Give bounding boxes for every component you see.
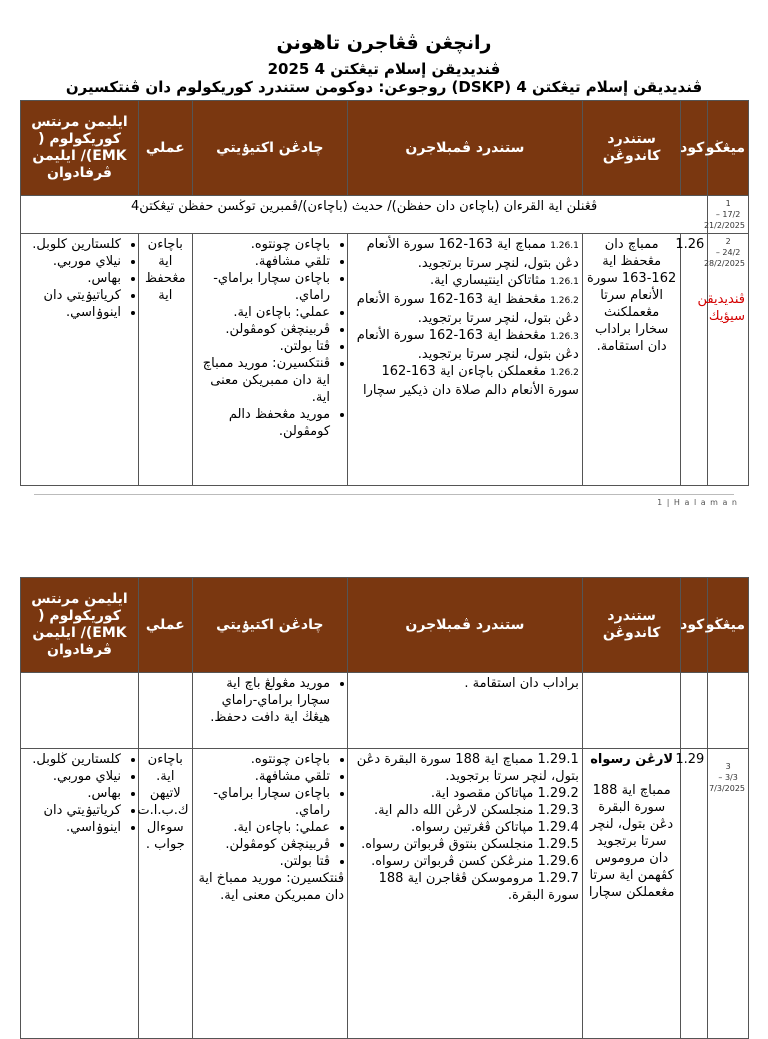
learning-item [351, 819, 579, 836]
learning-text: مڠحفظ اية 163-162 سورة الأنعام دڠن بتول، لنچر سرتا برتجويد. [356, 328, 579, 362]
activity-cell [192, 673, 347, 749]
header-content-standard: ستندرد كاندوڠن [582, 101, 681, 196]
emk-item: • كرياتيۏيتي دان [24, 287, 121, 304]
activity-item: • تلقي مشافهة. [196, 768, 330, 785]
emk-item: • بهاس. [24, 270, 121, 287]
learning-number: 1.29.6 [537, 854, 579, 869]
content-text: ممباچ اية 188 سورة البقرة دڠن بتول، لنچر سرتا برتجويد دان مروموس كڤهمن اية سرتا مڠعملكن سچارا [588, 783, 675, 900]
learning-standard-cell: براداب دان استقامة . [348, 673, 583, 749]
activity-item: • تلقي مشافهة. [196, 253, 330, 270]
learning-number: 1.29.1 [537, 752, 579, 767]
header-content-standard: ستندرد كاندوڠن [582, 578, 681, 673]
learning-item [351, 870, 579, 904]
learning-text: مثاتاكن اينتيساري اية. [429, 273, 547, 288]
learning-text: منجلسكن لارڠن الله دالم اية. [374, 803, 534, 818]
learning-text: مپاتاكن ڤڠرتين رسواه. [411, 820, 534, 835]
header-assessment: عملي [139, 101, 193, 196]
activity-cell [192, 749, 347, 1039]
week-number: 3 [725, 762, 731, 771]
header-learning-standard: ستندرد ڤمبلاجرن [348, 101, 583, 196]
emk-item: • اينوۏاسي. [24, 819, 121, 836]
emk-cell [21, 749, 139, 1039]
code-cell: 1.29 [681, 749, 708, 1039]
learning-number: 1.29.2 [537, 786, 579, 801]
learning-item [351, 272, 579, 291]
header-activity: چادڠن اكتيۏيتي [192, 101, 347, 196]
header-code: كود [681, 578, 708, 673]
learning-number: 1.26.2 [550, 368, 579, 378]
learning-text: مڠعملكن باچاءن اية 163-162 سورة الأنعام دالم صلاة دان ذيكير سچارا [363, 364, 579, 398]
learning-standard-cell [348, 749, 583, 1039]
holiday-label: ڤنديديقن سيؤيك [697, 292, 745, 324]
activity-item: • موريد مڠحفظ دالم كومڤولن. [196, 406, 330, 440]
emk-item: • نيلاي موربي. [24, 253, 121, 270]
week-cell [703, 196, 749, 234]
table-header-row [21, 101, 749, 196]
emk-item: • كلستارين ڬلوبل. [24, 751, 121, 768]
table-row [21, 749, 749, 1039]
activity-item: • ڤنتكسيرن: موريد ممباچ اية دان ممبريكن معنى اية. [196, 355, 330, 406]
learning-item [351, 236, 579, 272]
learning-item [351, 853, 579, 870]
activity-item: • باچاءن چونتوه. [196, 751, 330, 768]
learning-number: 1.26.1 [550, 277, 579, 287]
header-emk: ايليمن مرنتس كوريكولوم ( EMK)/ ايليمن ڤرفادوان [21, 101, 139, 196]
content-standard-cell: ممباچ دان مڠحفظ اية 162-163 سورة الأنعام سرتا مڠعملكنث سخارا براداب دان استقامة. [582, 234, 681, 486]
week-number: 2 [725, 237, 731, 246]
assessment-cell: باچاءن اية. لاتيهن ك.ب.ا.ت سوءال جواب . [139, 749, 193, 1039]
learning-standard-cell [348, 234, 583, 486]
emk-item: • بهاس. [24, 785, 121, 802]
learning-text: منرڠكن كسن ڤربواتن رسواه. [371, 854, 534, 869]
activity-item: • عملي: باچاءن اية. [196, 819, 330, 836]
learning-item [351, 751, 579, 785]
activity-item: • ڤتا بولتن. [196, 338, 330, 355]
activity-item: • باچاءن سچارا براماي-راماي. [196, 785, 330, 819]
emk-item: • كلستارين كلوبل. [24, 236, 121, 253]
activity-item: • ڤربينچڠن كومڤولن. [196, 321, 330, 338]
learning-item [351, 327, 579, 363]
week-cell [708, 749, 749, 1039]
table-header-row [21, 578, 749, 673]
learning-text: مپاتاكن مقصود اية. [430, 786, 534, 801]
document-title: رانچڠن ڤڠاجرن تاهونن [276, 32, 492, 54]
learning-item [351, 785, 579, 802]
learning-number: 1.29.5 [537, 837, 579, 852]
learning-number: 1.29.7 [537, 871, 579, 886]
learning-text: ممباچ اية 163-162 سورة الأنعام دڠن بتول، لنچر سرتا برتجويد. [366, 237, 579, 271]
emk-item: • نيلاي موربي. [24, 768, 121, 785]
emk-item: • اينوۏاسي. [24, 304, 121, 321]
page-footer-rule [34, 494, 734, 495]
learning-number: 1.26.1 [550, 241, 579, 251]
activity-extra: ڤنتكسيرن: موريد ممباخ اية دان ممبريكن معنى اية. [198, 871, 345, 903]
header-code: كود [681, 101, 708, 196]
activity-item: • عملي: باچاءن اية. [196, 304, 330, 321]
content-standard-cell [582, 749, 681, 1039]
header-week: ميڠڬو [708, 578, 749, 673]
header-activity: چادڠن اكتيۏيتي [192, 578, 347, 673]
section-heading: ڤڠنلن اية القرءان (باچاءن دان حفظن)/ حديث (باچاءن)/ڤمبرين توڬسن حفظن تيڠكتن4 [21, 196, 708, 234]
header-assessment: عملي [139, 578, 193, 673]
week-cell [697, 234, 749, 486]
plan-table-1 [20, 100, 749, 486]
learning-item [351, 802, 579, 819]
activity-item: • باچاءن چونتوه. [196, 236, 330, 253]
document-subtitle: ڤنديديقن إسلام تيڠكتن 4 2025 [267, 60, 501, 78]
activity-item: • ڤتا بولتن. [196, 853, 330, 870]
table-row [21, 234, 749, 486]
code-cell: 1.26 [681, 234, 708, 486]
learning-number: 1.26.3 [550, 332, 579, 342]
activity-item: • باچاءن سچارا براماي-راماي. [196, 270, 330, 304]
plan-table-2 [20, 577, 749, 1039]
activity-item: • موريد مڠولڠ باچ اية سچارا براماي-راماي هيڠڬ اية دافت دحفظ. [196, 675, 330, 726]
emk-cell [21, 234, 139, 486]
learning-number: 1.26.2 [550, 296, 579, 306]
table-row [21, 196, 749, 234]
header-emk: ايليمن مرنتس كوريكولوم ( EMK)/ ايليمن ڤرفادوان [21, 578, 139, 673]
activity-item: • ڤربينچڠن كومڤولن. [196, 836, 330, 853]
activity-cell [192, 234, 347, 486]
document-reference: روجوعن: دوكومن ستندرد كوريكولوم دان ڤنتكسيرن (DSKP) ڤنديديقن إسلام تيڠكتن 4 [65, 78, 703, 96]
assessment-cell: باچاءن اية مڠحفظ اية [139, 234, 193, 486]
learning-text: ممباچ اية 188 سورة البقرة دڠن بتول، لنچر سرتا برتجويد. [356, 752, 579, 784]
learning-number: 1.29.4 [537, 820, 579, 835]
page-number: 1 | H a l a m a n [657, 498, 738, 507]
learning-number: 1.29.3 [537, 803, 579, 818]
week-number: 1 [725, 199, 731, 208]
header-learning-standard: ستندرد ڤمبلاجرن [348, 578, 583, 673]
learning-item [351, 291, 579, 327]
learning-item [351, 836, 579, 853]
learning-text: مروموسكن ڤڠاجرن اية 188 سورة البقرة. [378, 871, 579, 903]
learning-text: منجلسكن بنتوق ڤربواتن رسواه. [361, 837, 534, 852]
week-dates: 17/2 – 21/2/2025 [703, 210, 745, 230]
content-title: لارڠن رسواه [590, 752, 674, 767]
learning-item [351, 363, 579, 399]
emk-item: • كرياتيۏيتي دان [24, 802, 121, 819]
header-week: ميڠڬو [708, 101, 749, 196]
week-dates: 24/2 – 28/2/2025 [703, 248, 745, 268]
learning-text: مڠحفظ اية 163-162 سورة الأنعام دڠن بتول، لنچر سرتا برتجويد. [356, 292, 579, 326]
table-row [21, 673, 749, 749]
week-dates: 3/3 – 7/3/2025 [709, 773, 745, 793]
